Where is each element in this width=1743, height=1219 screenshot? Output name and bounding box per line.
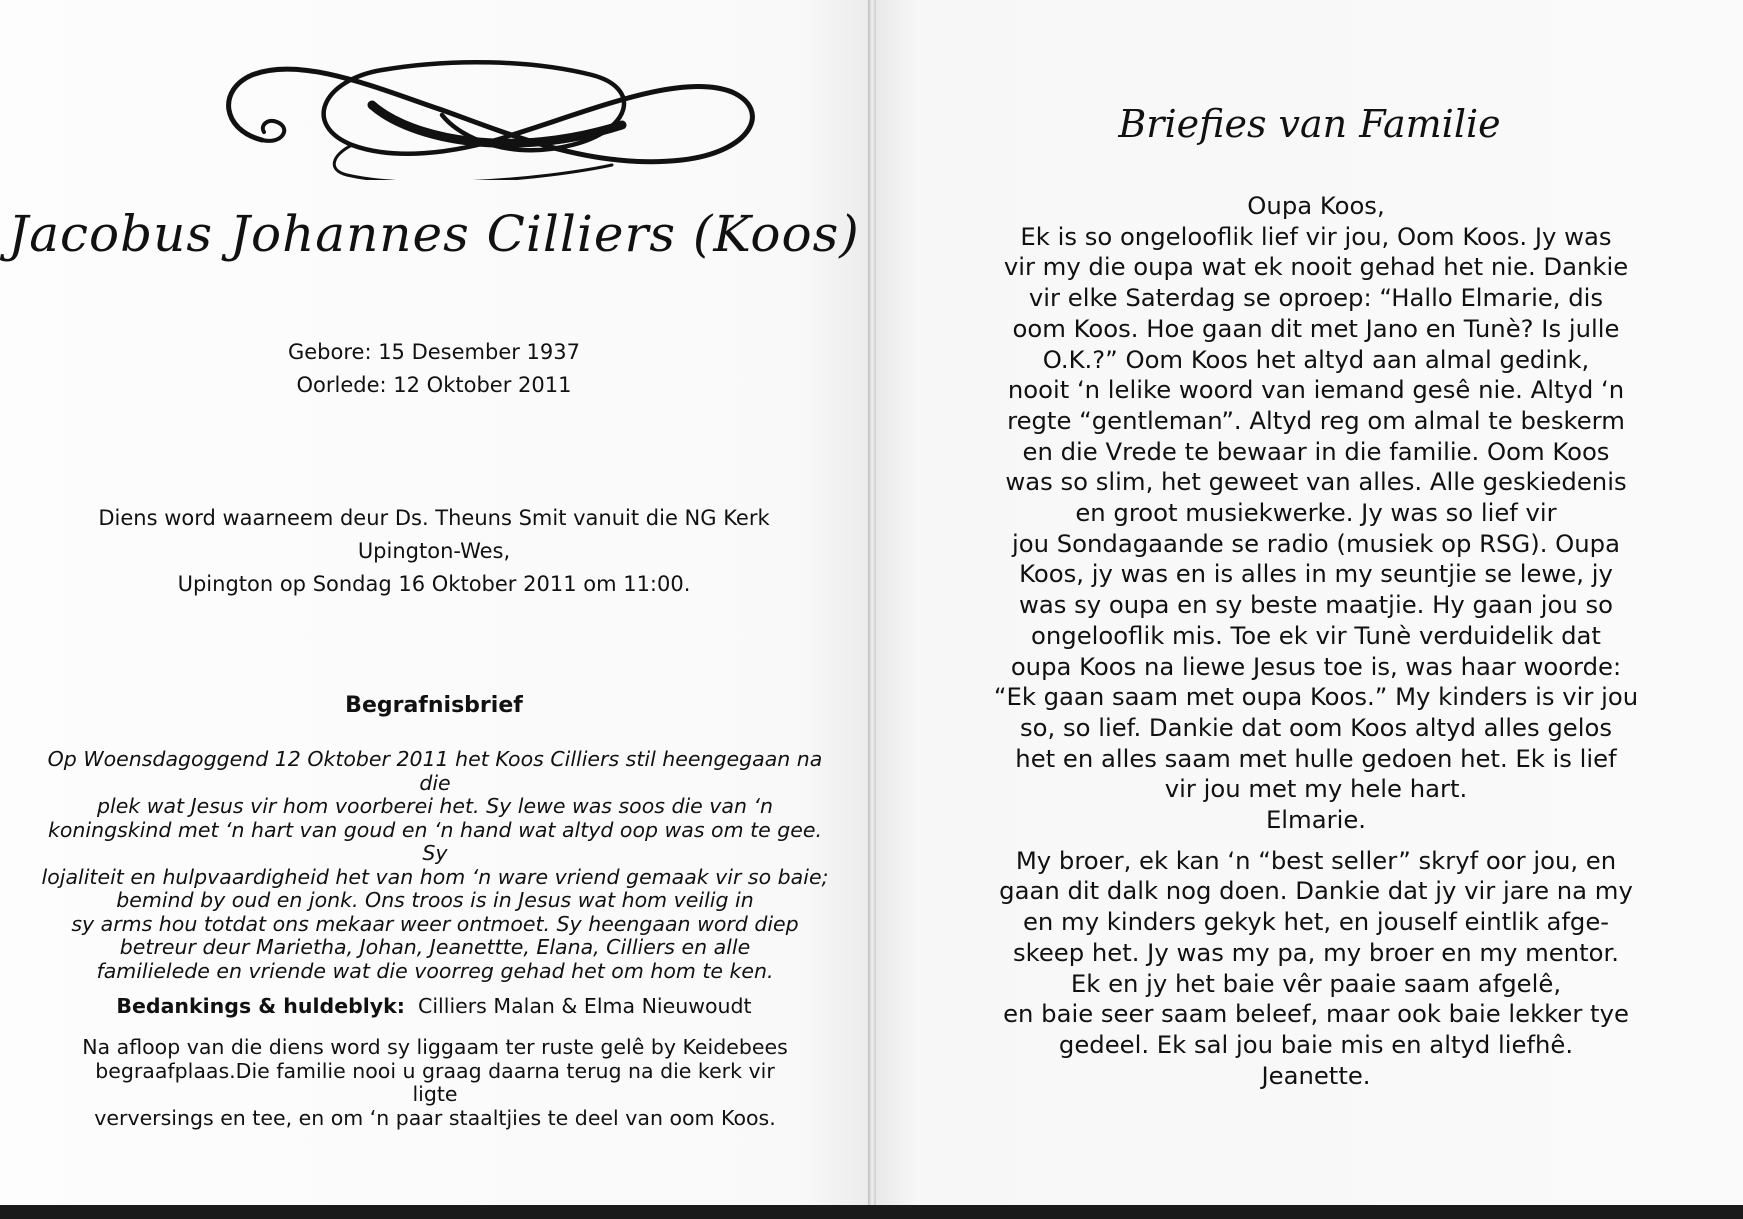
letter-line: jou Sondagaande se radio (musiek op RSG). Oupa <box>1011 528 1620 558</box>
letter-signature: Elmarie. <box>1265 805 1367 835</box>
closing-line: Na afloop van die diens word sy liggaam ter ruste gelê by Keidebees <box>82 1035 788 1059</box>
service-line: Upington op Sondag 16 Oktober 2011 om 11:00. <box>177 572 691 596</box>
letter-line: Oupa Koos, <box>1247 191 1385 220</box>
right-page <box>876 0 1743 1219</box>
tribute-line: lojaliteit en hulpvaardigheid het van hom ‘n ware vriend gemaak vir so baie; <box>41 864 829 889</box>
letter-line: was sy oupa en sy beste maatjie. Hy gaan jou so <box>1018 590 1614 620</box>
tribute-line: sy arms hou totdat ons mekaar weer ontmoet. Sy heengaan word diep <box>71 911 799 936</box>
letter-line: en my kinders gekyk het, en jouself eintlik afge- <box>1022 907 1610 937</box>
scan-bottom-edge <box>0 1205 1743 1219</box>
letter-line: gaan dit dalk nog doen. Dankie dat jy vir jare na my <box>999 876 1633 906</box>
thanks-label: Bedankings & huldeblyk: <box>116 994 405 1018</box>
service-line: Upington-Wes, <box>357 539 511 563</box>
tribute-line: Op Woensdagoggend 12 Oktober 2011 het Koos Cilliers stil heengegaan na die <box>47 747 823 795</box>
letter-line: My broer, ek kan ‘n “best seller” skryf oor jou, en <box>1015 845 1617 875</box>
left-page <box>0 0 868 1219</box>
tribute-line: betreur deur Marietha, Johan, Jeanettte, Elana, Cilliers en alle <box>119 935 751 959</box>
letter-line: het en alles saam met hulle gedoen het. Ek is lief <box>1015 743 1617 773</box>
birth-date: Gebore: 15 Desember 1937 <box>287 340 581 364</box>
letter-line: “Ek gaan saam met oupa Koos.” My kinders is vir jou <box>993 682 1639 712</box>
letter-line: so, so lief. Dankie dat oom Koos altyd alles gelos <box>1020 712 1612 742</box>
letter-jeanette <box>906 846 1726 1092</box>
letter-line: vir elke Saterdag se oproep: “Hallo Elmarie, dis <box>1028 283 1604 313</box>
tribute-line: familielede en vriende wat die voorreg gehad het om hom te ken. <box>96 958 774 983</box>
letter-line: skeep het. Jy was my pa, my broer en my mentor. <box>1012 937 1620 967</box>
letter-line: en groot musiekwerke. Jy was so lief vir <box>1075 498 1557 528</box>
letter-line: was so slim, het geweet van alles. Alle geskiedenis <box>1005 467 1627 497</box>
flourish-ornament <box>212 30 782 180</box>
death-date: Oorlede: 12 Oktober 2011 <box>296 373 572 397</box>
letter-line: Koos, jy was en is alles in my seuntjie se lewe, jy <box>1019 559 1613 589</box>
letter-line: Ek is so ongelooflik lief vir jou, Oom Koos. Jy was <box>1020 221 1612 251</box>
closing-line: verversings en tee, en om ‘n paar staaltjies te deel van oom Koos. <box>94 1105 776 1130</box>
letter-signature: Jeanette. <box>1261 1060 1371 1090</box>
tribute-line: bemind by oud en jonk. Ons troos is in Jesus wat hom veilig in <box>116 888 754 912</box>
thanks-names: Cilliers Malan & Elma Nieuwoudt <box>418 994 752 1018</box>
letter-line: en die Vrede te bewaar in die familie. Oom Koos <box>1022 436 1610 466</box>
thanks-line <box>0 994 868 1018</box>
tribute-line: koningskind met ‘n hart van goud en ‘n hand wat altyd oop was om te gee. Sy <box>47 817 822 865</box>
letter-line: nooit ‘n lelike woord van iemand gesê nie. Altyd ‘n <box>1007 375 1625 405</box>
letter-line: vir my die oupa wat ek nooit gehad het nie. Dankie <box>1003 252 1629 282</box>
letter-line: en baie seer saam beleef, maar ook baie lekker tye <box>1003 999 1629 1029</box>
closing-paragraph <box>75 1036 795 1130</box>
deceased-name: Jacobus Johannes Cilliers (Koos) <box>8 205 860 263</box>
service-line: Diens word waarneem deur Ds. Theuns Smit vanuit die NG Kerk <box>98 506 770 530</box>
dates-block <box>0 336 868 402</box>
letter-line: regte “gentleman”. Altyd reg om almal te beskerm <box>1007 405 1625 435</box>
page-title: Briefies van Familie <box>1118 102 1501 146</box>
letter-elmarie <box>906 191 1726 836</box>
service-details <box>0 502 868 601</box>
letter-line: gedeel. Ek sal jou baie mis en altyd liefhê. <box>1058 1029 1574 1059</box>
letter-line: oupa Koos na liewe Jesus toe is, was haar woorde: <box>1010 651 1622 681</box>
section-heading: Begrafnisbrief <box>345 693 523 718</box>
tribute-line: plek wat Jesus vir hom voorberei het. Sy lewe was soos die van ‘n <box>96 794 773 818</box>
letter-line: ongelooflik mis. Toe ek vir Tunè verduidelik dat <box>1031 620 1601 650</box>
letter-line: Ek en jy het baie vêr paaie saam afgelê, <box>1070 968 1562 998</box>
letter-line: O.K.?” Oom Koos het altyd aan almal gedink, <box>1042 344 1590 374</box>
letter-line: oom Koos. Hoe gaan dit met Jano en Tunè? Is julle <box>1012 313 1620 343</box>
letter-line: vir jou met my hele hart. <box>1164 774 1468 804</box>
tribute-paragraph <box>40 748 830 983</box>
family-letters <box>906 191 1726 1091</box>
book-spine <box>868 0 876 1219</box>
closing-line: begraafplaas.Die familie nooi u graag daarna terug na die kerk vir ligte <box>95 1058 775 1106</box>
